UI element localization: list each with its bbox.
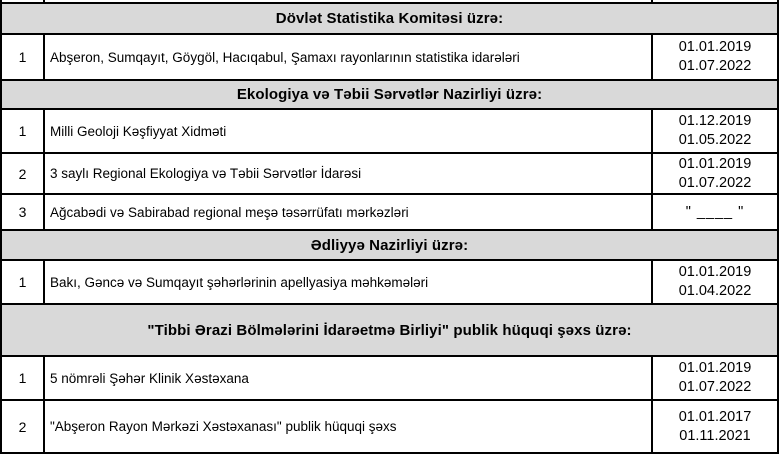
row-dates-cell (652, 260, 778, 304)
section-header-row (1, 3, 778, 34)
row-number-cell: 3 (1, 194, 44, 230)
row-dates-cell (652, 356, 778, 400)
row-number-cell: 1 (1, 34, 44, 80)
date-from: 01.01.2017 (678, 408, 752, 425)
table-row (1, 400, 778, 453)
row-number-cell: 1 (1, 260, 44, 304)
row-description-cell: 3 saylı Regional Ekologiya və Təbii Sərvətlər İdarəsi (44, 153, 652, 194)
row-description-cell: "Abşeron Rayon Mərkəzi Xəstəxanası" publik hüquqi şəxs (44, 400, 652, 453)
row-description-cell: Ağcabədi və Sabirabad regional meşə təsərrüfatı mərkəzləri (44, 194, 652, 230)
date-to: 01.07.2022 (678, 379, 752, 395)
row-dates-cell (652, 109, 778, 153)
row-dates-cell (652, 34, 778, 80)
date-to: 01.04.2022 (678, 283, 752, 299)
section-header: Ekologiya və Təbii Sərvətlər Nazirliyi üzrə: (1, 80, 778, 109)
date-to: 01.05.2022 (678, 132, 752, 148)
date-from: 01.01.2019 (678, 155, 752, 172)
row-number-cell: 2 (1, 400, 44, 453)
section-header-row (1, 304, 778, 356)
date-from: 01.01.2019 (678, 39, 752, 55)
row-number-cell: 1 (1, 356, 44, 400)
section-header: "Tibbi Ərazi Bölmələrini İdarəetmə Birliyi" publik hüquqi şəxs üzrə: (1, 304, 778, 356)
table-row (1, 260, 778, 304)
row-dates-cell (652, 153, 778, 194)
date-from: 01.01.2019 (678, 360, 752, 376)
date-from: 01.01.2019 (678, 264, 752, 280)
date-placeholder: " ____ " (685, 203, 745, 220)
date-to: 01.11.2021 (679, 427, 751, 444)
table-row (1, 153, 778, 194)
date-to: 01.07.2022 (678, 174, 752, 191)
section-header-row (1, 230, 778, 260)
section-header: Ədliyyə Nazirliyi üzrə: (1, 230, 778, 260)
section-header-row (1, 80, 778, 109)
row-description-cell: Abşeron, Sumqayıt, Göygöl, Hacıqabul, Şamaxı rayonlarının statistika idarələri (44, 34, 652, 80)
date-to: 01.07.2022 (678, 58, 752, 74)
row-description-cell: Bakı, Gəncə və Sumqayıt şəhərlərinin apellyasiya məhkəmələri (44, 260, 652, 304)
table-row (1, 356, 778, 400)
row-dates-cell (652, 400, 778, 453)
row-number-cell: 2 (1, 153, 44, 194)
row-description-cell: 5 nömrəli Şəhər Klinik Xəstəxana (44, 356, 652, 400)
row-dates-cell (652, 194, 778, 230)
table-row (1, 34, 778, 80)
table-row (1, 109, 778, 153)
row-number-cell: 1 (1, 109, 44, 153)
row-description-cell: Milli Geoloji Kəşfiyyat Xidməti (44, 109, 652, 153)
table-row (1, 194, 778, 230)
section-header: Dövlət Statistika Komitəsi üzrə: (1, 3, 778, 34)
date-from: 01.12.2019 (678, 113, 752, 129)
